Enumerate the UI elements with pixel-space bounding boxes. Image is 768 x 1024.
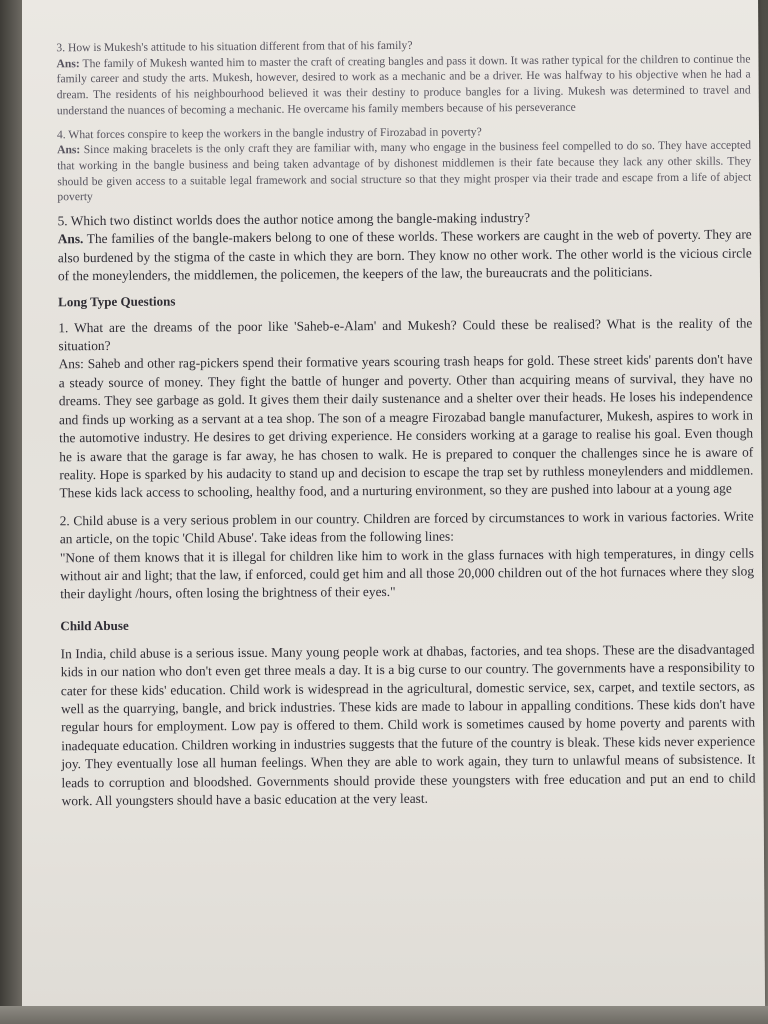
answer-label: Ans: [56, 56, 80, 71]
section-heading-long-questions: Long Type Questions [58, 293, 176, 309]
answer-text: Since making bracelets is the only craft they are familiar with, many who engage in the business feel compelled to do so. They have accepted that working in the bangle business and being taken advantage of by dishonest middlemen is their fate because they lack any other skills. They should be given access to a suitable legal framework and social structure so that they might prosper via their trade and escape from a life of abject poverty [57, 138, 752, 204]
answer-text: The families of the bangle-makers belong to one of these worlds. These workers are caught in the web of poverty. They are also burdened by the stigma of the caste in which they are born. They know no other work. The other world is the vicious circle of the moneylenders, the middlemen, the policemen, the keepers of the law, the bureaucrats and the politicians. [57, 226, 752, 284]
short-answer-q4 [57, 122, 752, 205]
answer-text: The family of Mukesh wanted him to master the craft of creating bangles and pass it down. It was rather typical for the children to continue the family career and study the arts. Mukesh, however, desired to work as a mechanic and be a driver. He was halfway to his objective when he had a dream. The residents of his neighbourhood believed it was their destiny to produce bangles for a living. Mukesh was determined to travel and understand the nuances of becoming a mechanic. He overcame his family members because of his perseverance [56, 52, 751, 118]
document-page [14, 0, 765, 1013]
article-body: In India, child abuse is a serious issue. Many young people work at dhabas, factories, and tea shops. These are the disadvantaged kids in our nation who don't even get three meals a day. It is a big curse to our country. The governments have a responsibility to cater for these kids' education. Child work is widespread in the agricultural, domestic service, sex, carpet, and textile sectors, as well as the quarrying, bangle, and brick industries. These kids are made to labour in appalling conditions. These kids don't have regular hours for employment. Low pay is offered to them. Child work is sometimes caused by home poverty and parents with inadequate education. Children working in industries suggests that the future of the country is bleak. These kids never experience joy. They eventually lose all human feelings. When they are able to work again, they turn to unlawful means of subsistence. It leads to corruption and bloodshed. Governments should provide these youngsters with free education and put an end to child work. All youngsters should have a basic education at the very least. [60, 641, 756, 809]
long-question-2 [60, 507, 755, 604]
question-text: 4. What forces conspire to keep the workers in the bangle industry of Firozabad in poverty? [56, 124, 482, 141]
page-content [56, 35, 755, 810]
question-text: 2. Child abuse is a very serious problem in our country. Children are forced by circumstances to work in various factories. Write an article, on the topic 'Child Abuse'. Take ideas from the following lines: [59, 508, 754, 547]
article-title: Child Abuse [60, 617, 129, 634]
long-question-1 [58, 314, 753, 503]
question-text: 1. What are the dreams of the poor like 'Saheb-e-Alam' and Mukesh? Could these be realised? What is the reality of the situation? [58, 315, 753, 354]
short-answer-q3 [56, 35, 751, 118]
quoted-passage: "None of them knows that it is illegal for children like him to work in the glass furnaces with high temperatures, in dingy cells without air and light; that the law, if enforced, could get him and all those 20,000 children out of the hot furnaces where they slog their daylight /hours, often losing the brightness of their eyes." [59, 544, 755, 602]
answer-label: Ans. [57, 231, 84, 247]
answer-label: Ans: [58, 356, 84, 372]
background-bottom-edge [0, 1006, 768, 1024]
background-left-edge [0, 0, 22, 1024]
short-answer-q5 [58, 207, 752, 285]
question-text: 3. How is Mukesh's attitude to his situation different from that of his family? [56, 38, 413, 55]
answer-text: Saheb and other rag-pickers spend their formative years scouring trash heaps for gold. These street kids' parents don't have a steady source of money. They fight the battle of hunger and poverty. Other than acquiring means of survival, they have no dreams. They see garbage as gold. It gives them their daily sustenance and a shelter over their heads. He loses his independence and finds up working as a servant at a tea shop. The son of a meagre Firozabad bangle manufacturer, Mukesh, aspires to work in the automotive industry. He desires to get driving experience. He considers working at a garage to realise his goal. Even though he is aware that the garage is far away, he has chosen to walk. He is prepared to conquer the challenges since he is aware of reality. Hope is sparked by his audacity to stand up and decision to escape the trap set by ruthless moneylenders and middlemen. These kids lack access to schooling, healthy food, and a nurturing environment, so they are pushed into labour at a young age [58, 351, 754, 501]
question-text: 5. Which two distinct worlds does the author notice among the bangle-making industry? [57, 210, 531, 229]
answer-label: Ans: [57, 143, 81, 157]
